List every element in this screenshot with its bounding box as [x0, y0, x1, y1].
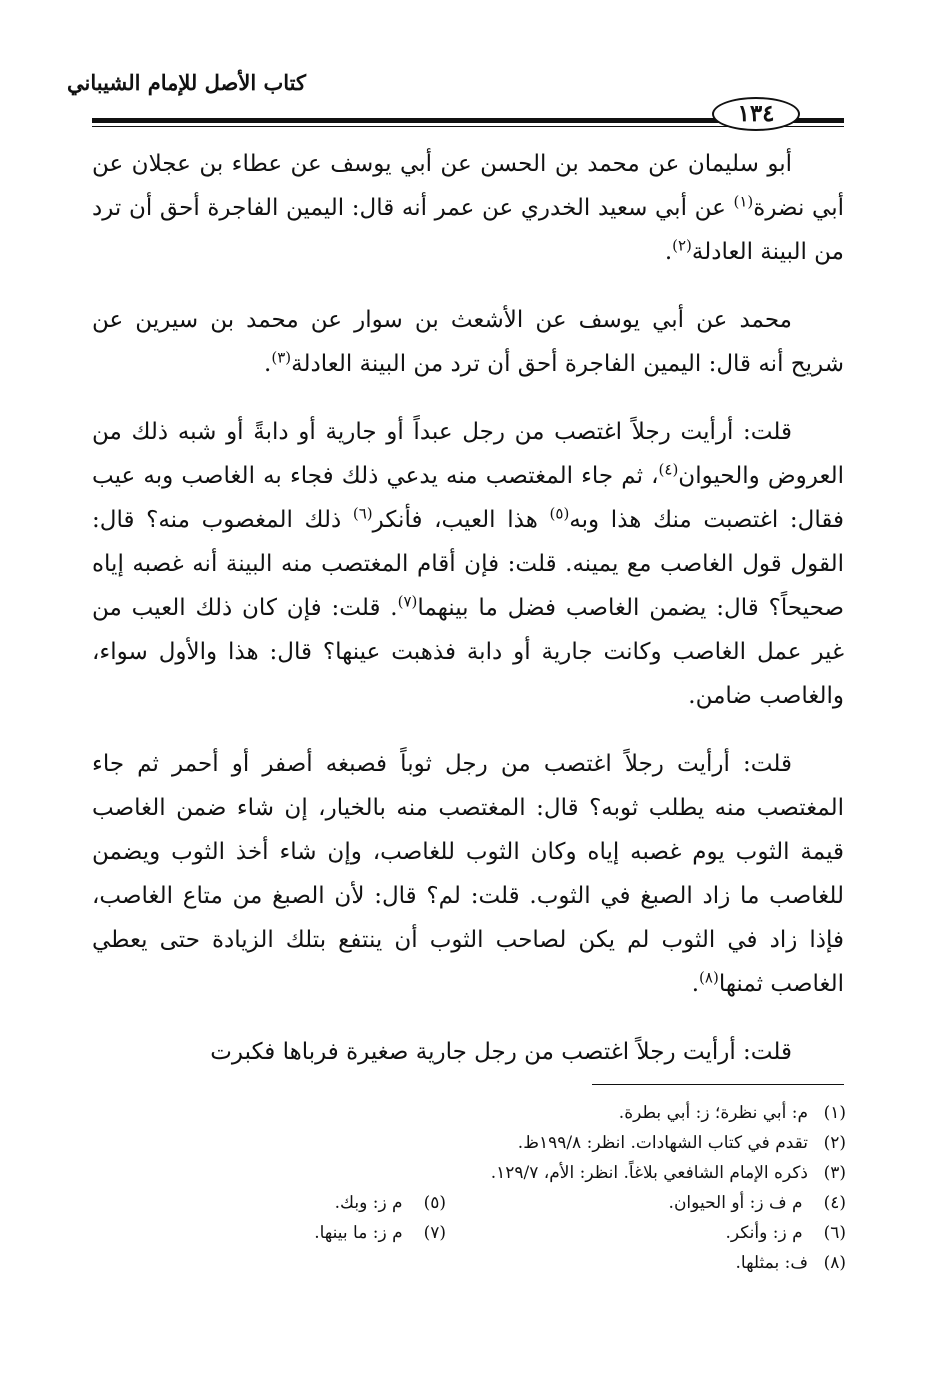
paragraph-text: عن أبي سعيد الخدري عن عمر أنه قال: اليمين الفاجرة أحق أن ترد من البينة العادلة — [92, 195, 844, 265]
paragraph-text: قلت: أرأيت رجلاً اغتصب من رجل جارية صغيرة فرباها فكبرت — [210, 1039, 792, 1065]
paragraph-text: هذا العيب، فأنكر — [372, 507, 550, 533]
footnote-line — [200, 1188, 846, 1218]
footnote-marker: (٧) — [397, 592, 418, 611]
footnote-number: (٥) — [423, 1193, 446, 1213]
footnote-number: (١) — [823, 1103, 846, 1123]
footnote-cell — [446, 1218, 846, 1248]
footnote-line — [200, 1158, 846, 1188]
footnote-number: (٣) — [823, 1163, 846, 1183]
running-title: كتاب الأصل للإمام الشيباني — [67, 70, 306, 95]
paragraph-text: . — [691, 971, 700, 997]
footnote-marker: (٥) — [549, 504, 570, 523]
footnote-text: تقدم في كتاب الشهادات. انظر: ١٩٩/٨ظ. — [517, 1133, 808, 1153]
footnote-marker: (٤) — [658, 460, 679, 479]
page-number: ١٣٤ — [712, 97, 800, 131]
footnote-text: ذكره الإمام الشافعي بلاغاً. انظر: الأم، ١٢٩/٧. — [490, 1163, 808, 1183]
paragraph — [92, 1030, 844, 1074]
footnote-marker: (٦) — [352, 504, 373, 523]
footnote-marker: (٢) — [672, 236, 692, 255]
footnote-cell — [335, 1188, 446, 1218]
paragraph-text: . — [264, 351, 272, 377]
paragraph-text: . — [664, 239, 673, 265]
footnote-number: (٦) — [823, 1223, 846, 1243]
footnote-text: م ز: وبك. — [334, 1193, 403, 1213]
footnote-text: م ف ز: أو الحيوان. — [668, 1193, 803, 1213]
footnote-line — [200, 1098, 846, 1128]
footnote-number: (٧) — [423, 1223, 446, 1243]
paragraph-text: ذلك المغصوب منه؟ قال: القول قول الغاصب مع يمينه. قلت: فإن أقام المغتصب منه البينة أنه غصبه إياه صحيحاً؟ قال: يضمن الغاصب فضل ما بينهما — [92, 507, 844, 621]
footnote-cell — [314, 1218, 446, 1248]
footnotes — [200, 1098, 846, 1278]
paragraph — [92, 742, 844, 1006]
footnote-text: م: أبي نظرة؛ ز: أبي بطرة. — [618, 1103, 808, 1123]
footnote-cell — [446, 1188, 846, 1218]
footnote-line — [200, 1128, 846, 1158]
footnote-marker: (١) — [733, 192, 754, 211]
footnote-text: م ز: ما بينها. — [314, 1223, 403, 1243]
footnote-text: م ز: وأنكر. — [725, 1223, 803, 1243]
paragraph-text: أبو سليمان عن محمد بن الحسن عن أبي يوسف عن عطاء بن عجلان عن أبي نضرة — [92, 151, 844, 221]
paragraph-text: قلت: أرأيت رجلاً اغتصب من رجل ثوباً فصبغه أصفر أو أحمر ثم جاء المغتصب منه يطلب ثوبه؟ قال: المغتصب منه بالخيار، إن شاء ضمن الغاصب قيمة الثوب يوم غصبه إياه وكان الثوب للغاصب، وإن شاء أخذ الثوب ويضمن للغاصب ما زاد الصبغ في الثوب. قلت: لم؟ قال: لأن الصبغ من متاع الغاصب، فإذا زاد في الثوب لم يكن لصاحب الثوب أن ينتفع بتلك الزيادة حتى يعطي الغاصب ثمنها — [92, 751, 844, 997]
paragraph — [92, 298, 844, 386]
paragraph-text: قلت: أرأيت رجلاً اغتصب من رجل عبداً أو جارية أو دابةً أو شبه ذلك من العروض والحيوان — [92, 419, 844, 489]
footnote-text: ف: بمثلها. — [735, 1253, 808, 1273]
footnote-marker: (٨) — [699, 968, 719, 987]
footnote-line — [200, 1218, 846, 1248]
footnote-separator — [592, 1084, 844, 1085]
body-text — [92, 142, 844, 1098]
paragraph-text: ، ثم جاء المغتصب منه يدعي ذلك فجاء به الغاصب وبه عيب فقال: اغتصبت منك هذا وبه — [92, 463, 844, 533]
footnote-number: (٢) — [823, 1133, 846, 1153]
footnote-line — [200, 1248, 846, 1278]
paragraph-text: محمد عن أبي يوسف عن الأشعث بن سوار عن محمد بن سيرين عن شريح أنه قال: اليمين الفاجرة أحق أن ترد من البينة العادلة — [92, 307, 844, 377]
paragraph — [92, 410, 844, 718]
paragraph-text: . قلت: فإن كان ذلك العيب من غير عمل الغاصب وكانت جارية أو دابة فذهبت عينها؟ قال: هذا والأول سواء، والغاصب ضامن. — [92, 595, 844, 709]
paragraph — [92, 142, 844, 274]
footnote-marker: (٣) — [271, 348, 292, 367]
footnote-number: (٤) — [823, 1193, 846, 1213]
footnote-number: (٨) — [823, 1253, 846, 1273]
